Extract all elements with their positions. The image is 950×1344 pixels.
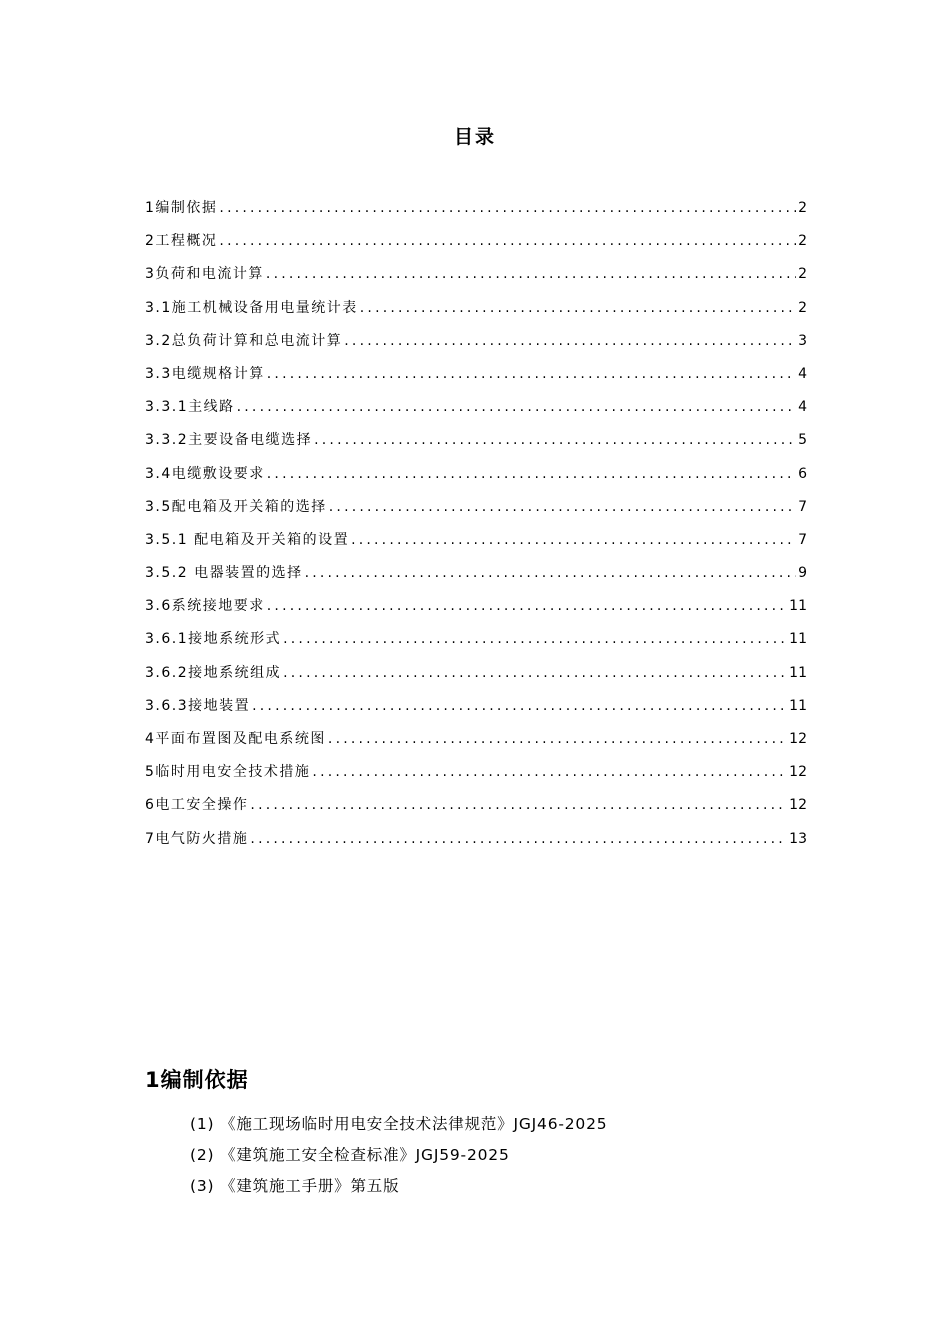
toc-leader-dots [360,300,796,316]
toc-item-page: 3 [798,332,807,349]
toc-item-page: 12 [789,731,807,747]
toc-leader-dots [351,532,796,548]
toc-leader-dots [250,831,787,847]
reference-list [190,1112,607,1205]
toc-item-page: 13 [789,830,807,847]
toc-leader-dots [219,233,796,249]
toc-item[interactable] [145,230,807,263]
toc-item-page: 11 [789,598,807,615]
toc-item-label: 3.5.2 电器装置的选择 [145,565,303,582]
toc-item-label: 3.5.1 配电箱及开关箱的设置 [145,531,350,548]
toc-item[interactable] [145,794,807,827]
reference-item: (3) 《建筑施工手册》第五版 [190,1177,400,1195]
toc-item[interactable] [145,263,807,296]
toc-item-label: 6电工安全操作 [145,797,249,814]
toc-item-label: 4平面布置图及配电系统图 [145,731,326,747]
toc-item-label: 3.6.2接地系统组成 [145,664,282,681]
toc-item-page: 12 [789,764,807,781]
toc-leader-dots [252,698,787,714]
toc-item-page: 2 [798,266,807,283]
toc-item-label: 3.3.2主要设备电缆选择 [145,432,313,449]
toc-leader-dots [237,399,796,415]
toc-item-page: 7 [798,498,807,515]
toc-item-page: 2 [798,233,807,250]
toc-item-page: 11 [789,697,807,714]
toc-item[interactable] [145,197,807,230]
toc-item[interactable] [145,662,807,695]
toc-item-page: 6 [798,465,807,482]
toc-item[interactable] [145,529,807,562]
toc-item-page: 7 [798,531,807,548]
toc-leader-dots [267,366,796,382]
toc-list [145,197,807,861]
toc-item-label: 3.2总负荷计算和总电流计算 [145,332,343,349]
toc-item-page: 11 [789,664,807,681]
toc-item-label: 7电气防火措施 [145,830,249,847]
toc-item[interactable] [145,297,807,330]
toc-item[interactable] [145,828,807,861]
toc-item-page: 11 [789,631,807,648]
reference-item: (1) 《施工现场临时用电安全技术法律规范》JGJ46-2025 [190,1115,608,1133]
toc-item-page: 2 [798,200,807,216]
toc-item[interactable] [145,496,807,529]
toc-item-page: 12 [789,797,807,814]
toc-item[interactable] [145,761,807,794]
toc-item-page: 9 [798,565,807,582]
toc-item-label: 3.1施工机械设备用电量统计表 [145,299,358,316]
toc-item[interactable] [145,595,807,628]
toc-item-label: 3负荷和电流计算 [145,266,264,283]
toc-item-label: 3.3电缆规格计算 [145,365,265,382]
toc-leader-dots [267,598,787,614]
toc-item-page: 2 [798,299,807,316]
toc-item-label: 3.5配电箱及开关箱的选择 [145,498,327,515]
toc-item-label: 1编制依据 [145,200,218,216]
reference-item: (2) 《建筑施工安全检查标准》JGJ59-2025 [190,1146,510,1164]
toc-item[interactable] [145,463,807,496]
section-heading: 1编制依据 [145,1068,249,1092]
toc-leader-dots [305,565,797,581]
toc-leader-dots [283,631,787,647]
toc-item-label: 3.6.3接地装置 [145,697,251,714]
toc-item-label: 5临时用电安全技术措施 [145,764,311,781]
toc-item-page: 5 [798,432,807,449]
toc-leader-dots [266,266,796,282]
toc-leader-dots [344,333,796,349]
toc-item[interactable] [145,695,807,728]
toc-leader-dots [250,797,787,813]
toc-item-label: 3.6系统接地要求 [145,598,265,615]
toc-leader-dots [219,200,796,216]
toc-leader-dots [328,731,787,747]
toc-item[interactable] [145,396,807,429]
toc-leader-dots [314,432,796,448]
toc-item-label: 2工程概况 [145,233,218,250]
toc-item[interactable] [145,330,807,363]
toc-leader-dots [312,764,787,780]
toc-leader-dots [267,466,796,482]
toc-item-label: 3.4电缆敷设要求 [145,465,265,482]
toc-item-page: 4 [798,365,807,382]
toc-item[interactable] [145,429,807,462]
toc-title: 目录 [453,126,496,148]
toc-item-label: 3.3.1主线路 [145,399,235,416]
toc-item-label: 3.6.1接地系统形式 [145,631,282,648]
toc-item[interactable] [145,728,807,761]
toc-item[interactable] [145,363,807,396]
toc-leader-dots [329,499,796,515]
toc-item-page: 4 [798,399,807,416]
toc-leader-dots [283,665,787,681]
toc-item[interactable] [145,562,807,595]
toc-item[interactable] [145,628,807,661]
